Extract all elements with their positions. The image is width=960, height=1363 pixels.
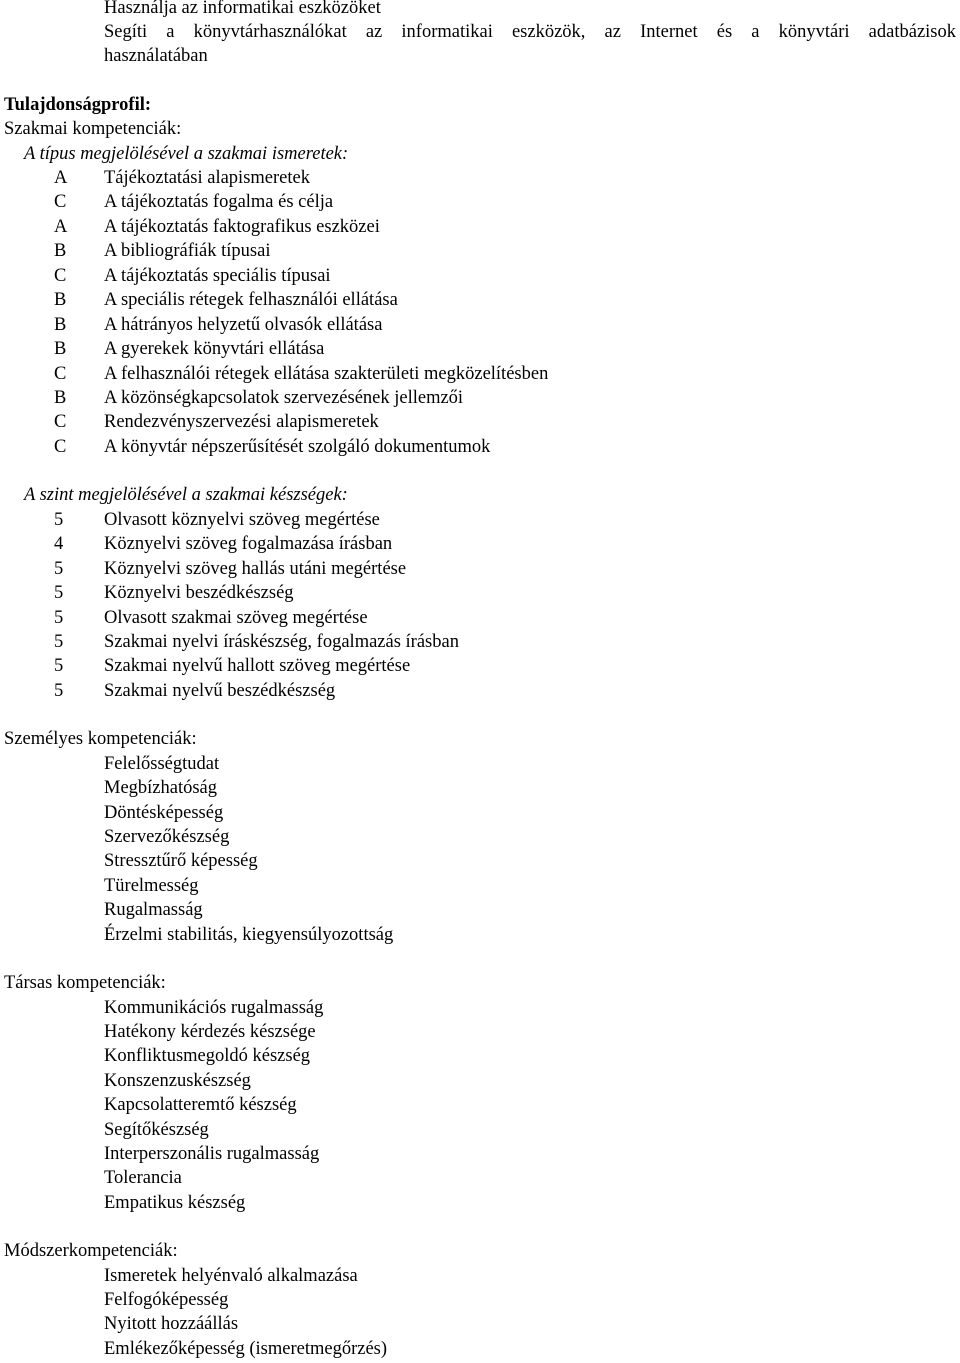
knowledge-code: A xyxy=(54,168,68,188)
knowledge-text: A bibliográfiák típusai xyxy=(104,241,271,261)
social-item: Empatikus készség xyxy=(104,1193,246,1213)
knowledge-text: A gyerekek könyvtári ellátása xyxy=(104,339,325,359)
knowledge-text: A felhasználói rétegek ellátása szakterületi megközelítésben xyxy=(104,364,549,384)
skills-heading: A szint megjelölésével a szakmai készségek: xyxy=(24,485,348,505)
knowledge-code: C xyxy=(54,412,67,432)
skill-level: 5 xyxy=(54,608,64,628)
knowledge-heading: A típus megjelölésével a szakmai ismeretek: xyxy=(24,144,349,164)
skill-text: Köznyelvi beszédkészség xyxy=(104,583,294,603)
skill-level: 5 xyxy=(54,656,64,676)
knowledge-text: A tájékoztatás fogalma és célja xyxy=(104,192,334,212)
intro-line-1: Használja az informatikai eszközöket xyxy=(104,0,381,18)
knowledge-code: C xyxy=(54,437,67,457)
method-item: Felfogóképesség xyxy=(104,1290,229,1310)
knowledge-code: A xyxy=(54,217,68,237)
personal-item: Felelősségtudat xyxy=(104,754,220,774)
personal-item: Érzelmi stabilitás, kiegyensúlyozottság xyxy=(104,925,394,945)
skill-level: 5 xyxy=(54,681,64,701)
skill-text: Köznyelvi szöveg fogalmazása írásban xyxy=(104,534,393,554)
personal-item: Döntésképesség xyxy=(104,803,224,823)
social-item: Konszenzuskészség xyxy=(104,1071,251,1091)
knowledge-text: A könyvtár népszerűsítését szolgáló dokumentumok xyxy=(104,437,491,457)
skill-text: Szakmai nyelvi íráskészség, fogalmazás írásban xyxy=(104,632,459,652)
skill-text: Szakmai nyelvű beszédkészség xyxy=(104,681,336,701)
knowledge-text: A speciális rétegek felhasználói ellátása xyxy=(104,290,398,310)
knowledge-code: B xyxy=(54,339,67,359)
skill-text: Köznyelvi szöveg hallás utáni megértése xyxy=(104,559,407,579)
method-item: Emlékezőképesség (ismeretmegőrzés) xyxy=(104,1339,388,1359)
method-item: Nyitott hozzáállás xyxy=(104,1314,239,1334)
skill-level: 5 xyxy=(54,559,64,579)
skill-text: Szakmai nyelvű hallott szöveg megértése xyxy=(104,656,411,676)
social-item: Interperszonális rugalmasság xyxy=(104,1144,320,1164)
knowledge-code: C xyxy=(54,266,67,286)
skill-level: 5 xyxy=(54,632,64,652)
personal-item: Szervezőkészség xyxy=(104,827,230,847)
knowledge-text: Rendezvényszervezési alapismeretek xyxy=(104,412,379,432)
personal-item: Stressztűrő képesség xyxy=(104,851,258,871)
social-item: Hatékony kérdezés készsége xyxy=(104,1022,316,1042)
social-item: Segítőkészség xyxy=(104,1120,209,1140)
skill-text: Olvasott köznyelvi szöveg megértése xyxy=(104,510,380,530)
social-item: Kommunikációs rugalmasság xyxy=(104,998,324,1018)
knowledge-code: B xyxy=(54,388,67,408)
skill-level: 5 xyxy=(54,583,64,603)
knowledge-text: A közönségkapcsolatok szervezésének jellemzői xyxy=(104,388,464,408)
skill-text: Olvasott szakmai szöveg megértése xyxy=(104,608,368,628)
intro-line-2: Segíti a könyvtárhasználókat az informatikai eszközök, az Internet és a könyvtári adatbázisok xyxy=(104,22,956,42)
intro-line-3: használatában xyxy=(104,46,208,66)
professional-heading: Szakmai kompetenciák: xyxy=(4,119,182,139)
social-item: Konfliktusmegoldó készség xyxy=(104,1046,311,1066)
knowledge-text: A tájékoztatás faktografikus eszközei xyxy=(104,217,380,237)
knowledge-text: A hátrányos helyzetű olvasók ellátása xyxy=(104,315,383,335)
skill-level: 5 xyxy=(54,510,64,530)
knowledge-text: A tájékoztatás speciális típusai xyxy=(104,266,331,286)
personal-item: Türelmesség xyxy=(104,876,199,896)
social-heading: Társas kompetenciák: xyxy=(4,973,166,993)
knowledge-code: B xyxy=(54,315,67,335)
profile-heading: Tulajdonságprofil: xyxy=(4,95,152,115)
method-heading: Módszerkompetenciák: xyxy=(4,1241,178,1261)
knowledge-code: C xyxy=(54,364,67,384)
skill-level: 4 xyxy=(54,534,64,554)
knowledge-code: B xyxy=(54,241,67,261)
personal-item: Rugalmasság xyxy=(104,900,203,920)
social-item: Tolerancia xyxy=(104,1168,182,1188)
personal-heading: Személyes kompetenciák: xyxy=(4,729,197,749)
personal-item: Megbízhatóság xyxy=(104,778,218,798)
social-item: Kapcsolatteremtő készség xyxy=(104,1095,297,1115)
knowledge-code: B xyxy=(54,290,67,310)
knowledge-text: Tájékoztatási alapismeretek xyxy=(104,168,310,188)
method-item: Ismeretek helyénvaló alkalmazása xyxy=(104,1266,358,1286)
knowledge-code: C xyxy=(54,192,67,212)
